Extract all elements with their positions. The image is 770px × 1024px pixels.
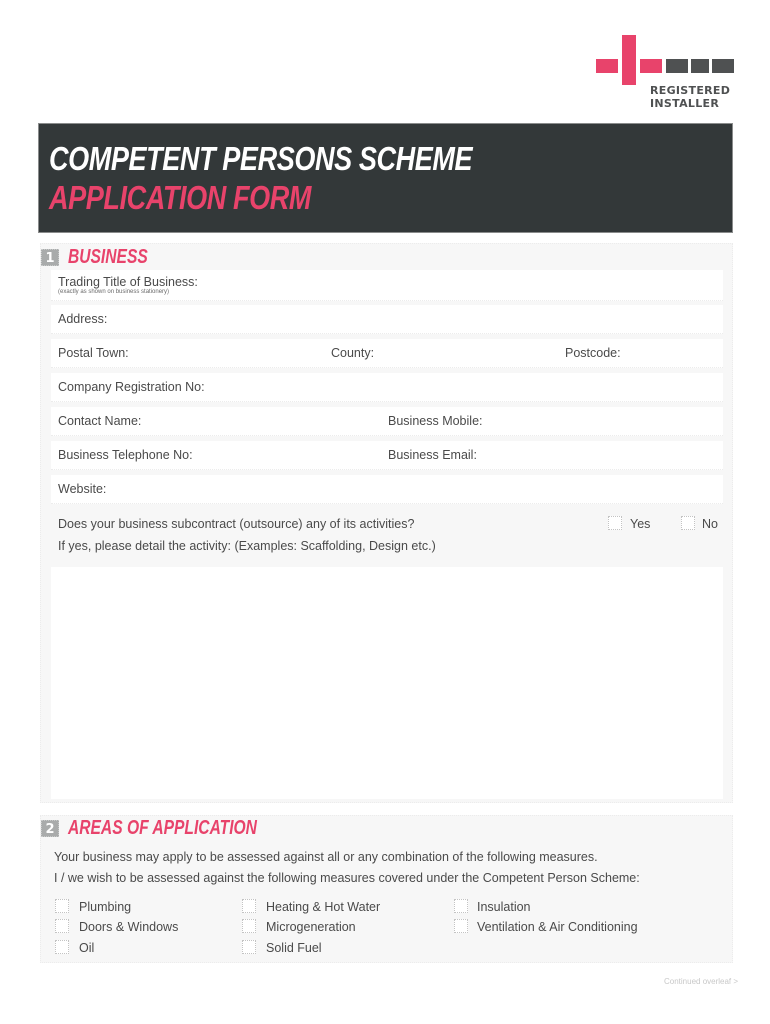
microgeneration-checkbox[interactable] [242, 919, 256, 933]
activity-detail-textarea[interactable] [51, 567, 723, 799]
trading-title-note: (exactly as shown on business stationery) [58, 289, 170, 295]
oil-checkbox[interactable] [55, 940, 69, 954]
section-business [40, 243, 733, 803]
doors-windows-checkbox[interactable] [55, 919, 69, 933]
section-areas-of-application [40, 815, 733, 963]
section-title: AREAS OF APPLICATION [68, 817, 257, 839]
subcontract-question: Does your business subcontract (outsource) any of its activities? [58, 517, 415, 531]
yes-checkbox[interactable] [608, 516, 622, 530]
trading-title-field[interactable] [51, 270, 723, 301]
ventilation-ac-label: Ventilation & Air Conditioning [477, 920, 638, 934]
company-reg-label: Company Registration No: [58, 380, 205, 394]
form-subtitle: APPLICATION FORM [49, 179, 312, 216]
postal-town-label[interactable]: Postal Town: [58, 346, 129, 360]
logo-line2: INSTALLER [650, 97, 720, 110]
website-label: Website: [58, 482, 107, 496]
microgeneration-label: Microgeneration [266, 920, 356, 934]
plumbing-label: Plumbing [79, 900, 132, 914]
contact-name-label[interactable]: Contact Name: [58, 414, 142, 428]
trading-title-label: Trading Title of Business: [58, 275, 198, 289]
no-label: No [702, 517, 718, 531]
areas-intro-1: Your business may apply to be assessed against all or any combination of the following measures. [54, 850, 598, 864]
telephone-row [51, 441, 723, 470]
address-field[interactable] [51, 305, 723, 334]
insulation-label: Insulation [477, 900, 531, 914]
solid-fuel-checkbox[interactable] [242, 940, 256, 954]
yes-label: Yes [630, 517, 651, 531]
section-title: BUSINESS [68, 246, 148, 268]
business-email-label[interactable]: Business Email: [388, 448, 477, 462]
address-label: Address: [58, 312, 108, 326]
website-field[interactable] [51, 475, 723, 504]
section-number: 1 [41, 249, 59, 266]
solid-fuel-label: Solid Fuel [266, 941, 322, 955]
section-number: 2 [41, 820, 59, 837]
company-reg-field[interactable] [51, 373, 723, 402]
logo-tagline [650, 84, 730, 110]
logo-line1: REGISTERED [650, 84, 731, 97]
heating-hot-water-checkbox[interactable] [242, 899, 256, 913]
doors-windows-label: Doors & Windows [79, 920, 179, 934]
business-telephone-label[interactable]: Business Telephone No: [58, 448, 193, 462]
oil-label: Oil [79, 941, 95, 955]
heating-hot-water-label: Heating & Hot Water [266, 900, 381, 914]
detail-prompt: If yes, please detail the activity: (Examples: Scaffolding, Design etc.) [58, 539, 436, 553]
postcode-label[interactable]: Postcode: [565, 346, 621, 360]
county-label[interactable]: County: [331, 346, 375, 360]
business-mobile-label[interactable]: Business Mobile: [388, 414, 483, 428]
areas-intro-2: I / we wish to be assessed against the following measures covered under the Competent Person Scheme: [54, 871, 640, 885]
form-header [38, 123, 733, 233]
ventilation-ac-checkbox[interactable] [454, 919, 468, 933]
insulation-checkbox[interactable] [454, 899, 468, 913]
continued-overleaf-note: Continued overleaf > [664, 977, 739, 986]
plumbing-checkbox[interactable] [55, 899, 69, 913]
no-checkbox[interactable] [681, 516, 695, 530]
postal-row [51, 339, 723, 368]
contact-row [51, 407, 723, 436]
form-title: COMPETENT PERSONS SCHEME [49, 140, 473, 177]
